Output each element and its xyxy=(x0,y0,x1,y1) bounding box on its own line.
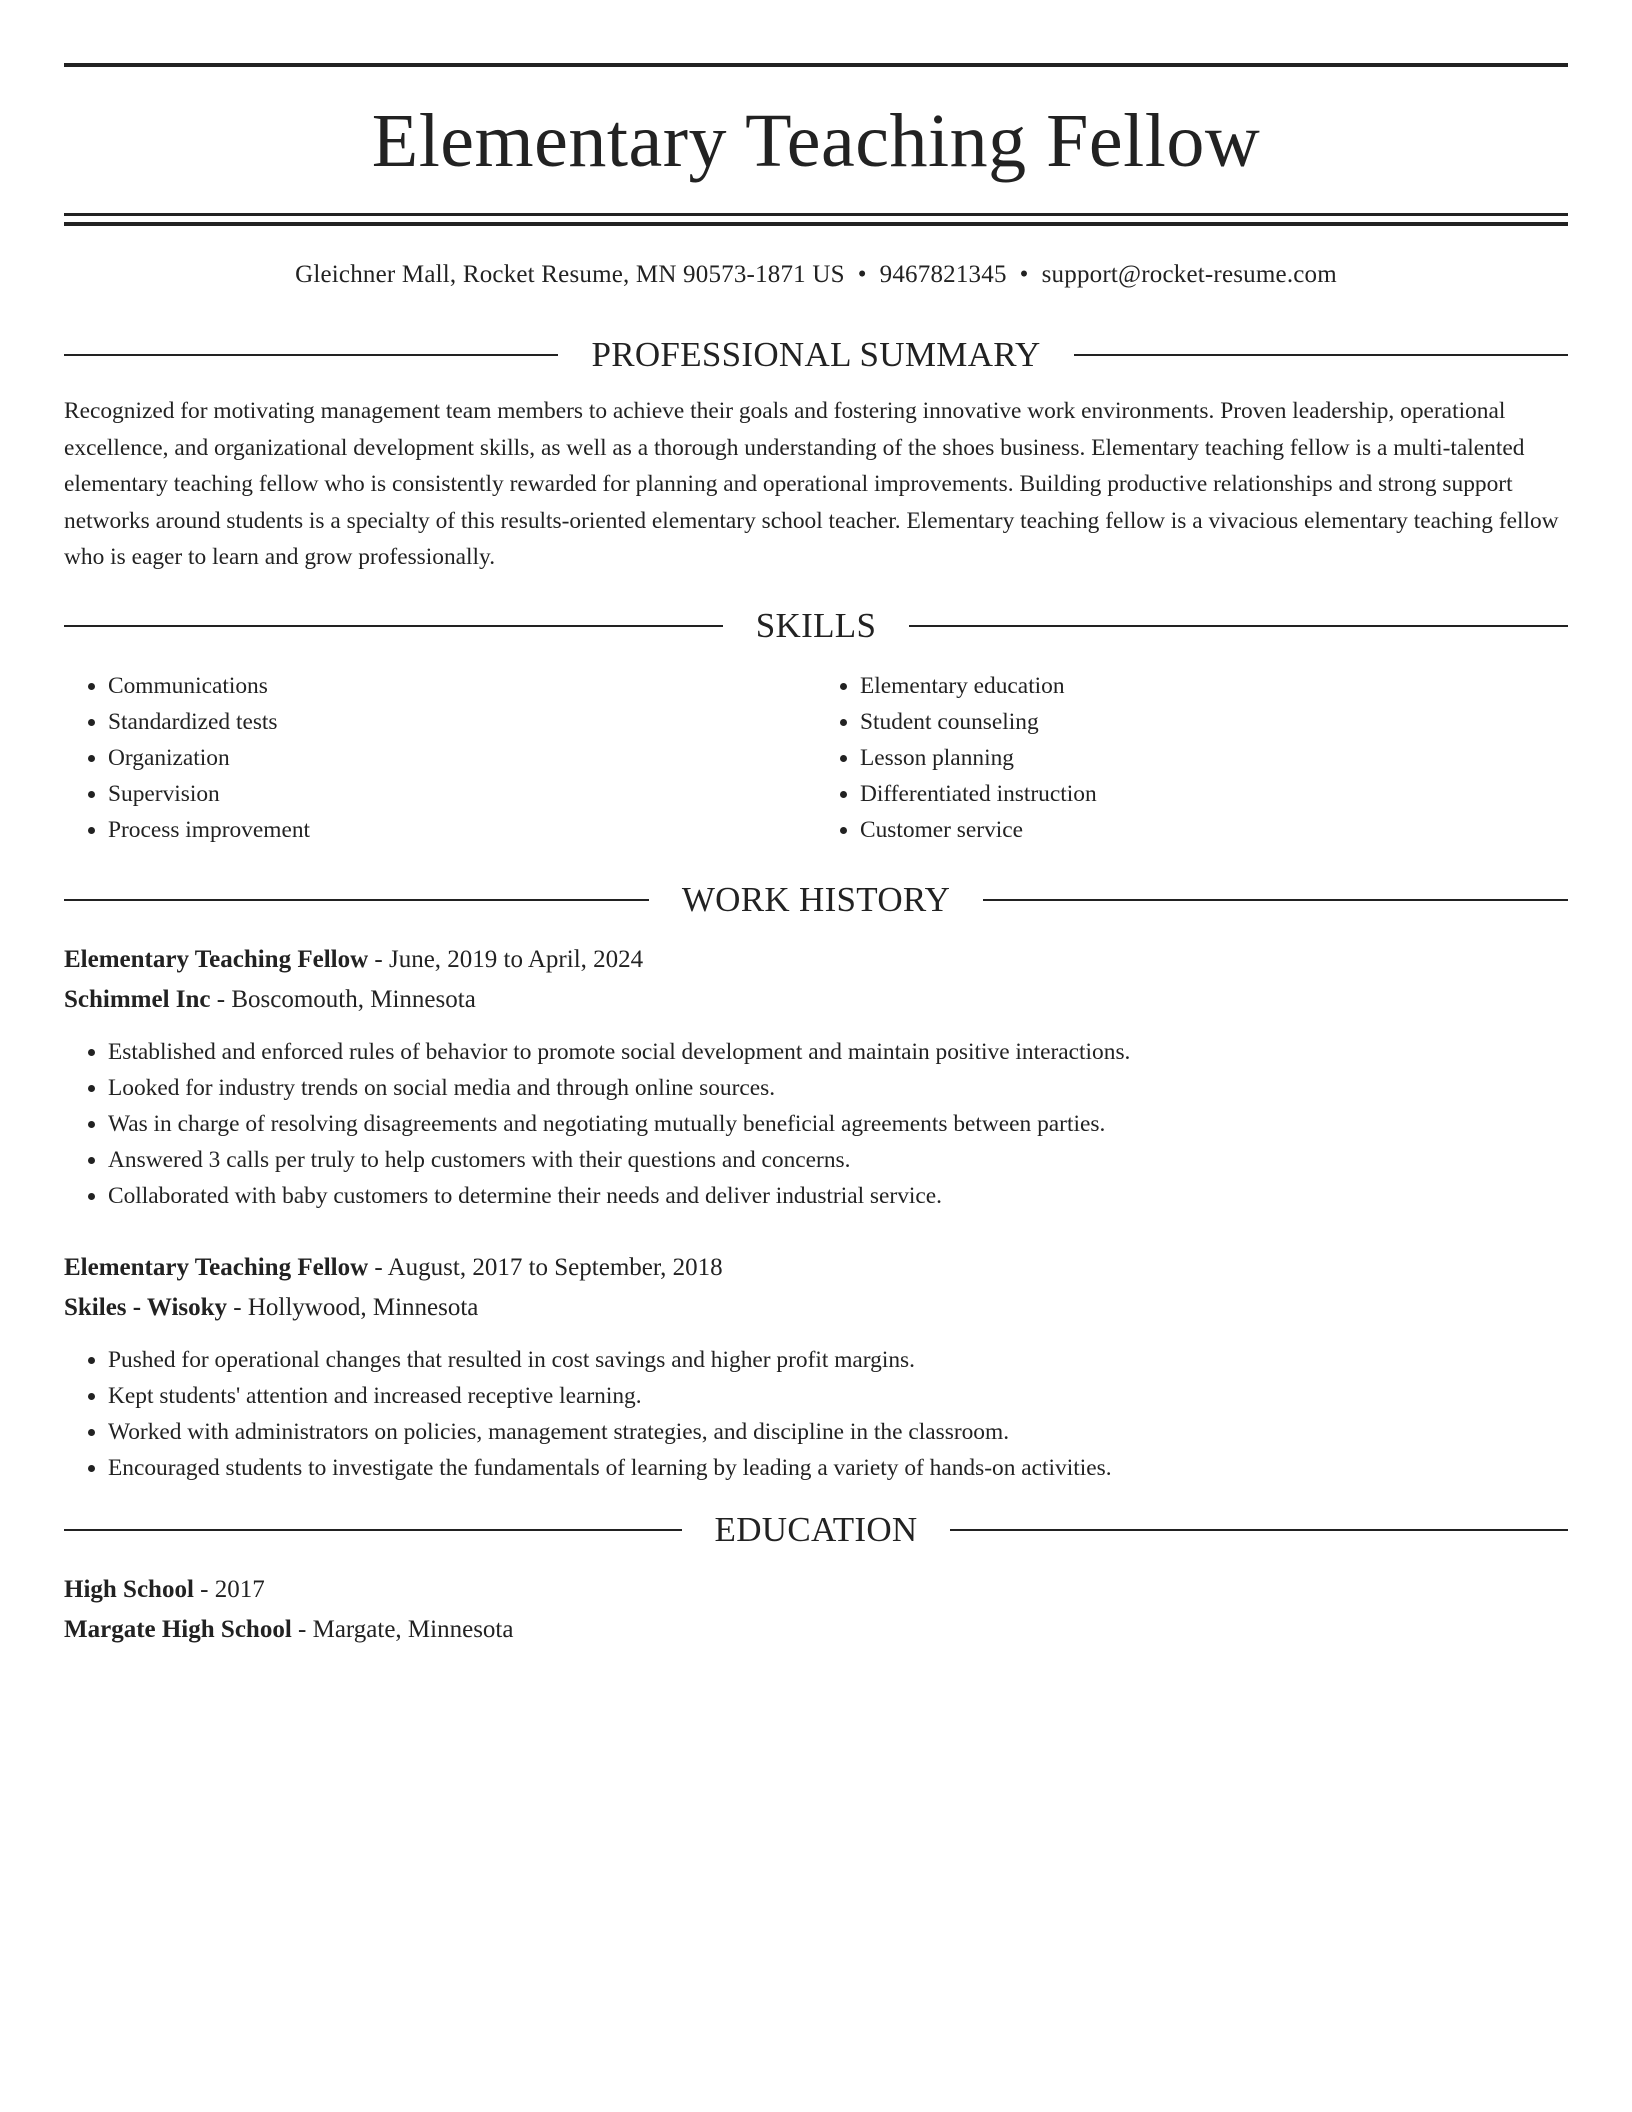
education-entry xyxy=(64,1570,1568,1650)
job-bullet: • Worked with administrators on policies, management strategies, and discipline in the classroom. xyxy=(108,1414,1568,1450)
job-bullet: • Kept students' attention and increased receptive learning. xyxy=(108,1378,1568,1414)
job-title-line xyxy=(64,940,1568,980)
contact-phone: 9467821345 xyxy=(879,261,1007,288)
job-title: Elementary Teaching Fellow xyxy=(64,945,369,973)
resume-title: Elementary Teaching Fellow xyxy=(371,99,1261,183)
skills-column-left xyxy=(64,668,816,848)
top-rule xyxy=(64,63,1568,67)
title-double-rule xyxy=(64,213,1568,226)
job-location: - Boscomouth, Minnesota xyxy=(210,985,476,1013)
job-bullet: • Looked for industry trends on social media and through online sources. xyxy=(108,1070,1568,1106)
job-bullets xyxy=(64,1034,1568,1214)
job-dates: - June, 2019 to April, 2024 xyxy=(368,945,644,973)
job-title: Elementary Teaching Fellow xyxy=(64,1253,369,1281)
heading-rule xyxy=(64,1529,682,1531)
section-label: EDUCATION xyxy=(714,1509,918,1549)
job-bullet: • Collaborated with baby customers to determine their needs and deliver industrial service. xyxy=(108,1178,1568,1214)
summary-text: Recognized for motivating management team members to achieve their goals and fostering innovative work environments. Proven leadership, operational excellence, and organizational development skills, as well as a thorough understanding of the shoes business. Elementary teaching fellow is a multi-talented elementary teaching fellow who is consistently rewarded for planning and operational improvements. Building productive relationships and strong support networks around students is a specialty of this results-oriented elementary school teacher. Elementary teaching fellow is a vivacious elementary teaching fellow who is eager to learn and grow professionally. xyxy=(64,398,1559,571)
education-location: - Margate, Minnesota xyxy=(291,1615,514,1643)
education-school: Margate High School xyxy=(64,1615,292,1643)
heading-rule xyxy=(64,354,558,356)
heading-rule xyxy=(64,625,723,627)
skill-item: • Differentiated instruction xyxy=(860,776,1568,812)
section-heading-education xyxy=(64,1510,1568,1550)
job-company: Schimmel Inc xyxy=(64,985,211,1013)
job-company-line xyxy=(64,980,1568,1020)
job-title-line xyxy=(64,1248,1568,1288)
contact-separator: • xyxy=(857,261,867,288)
job-company: Skiles - Wisoky xyxy=(64,1293,228,1321)
heading-rule xyxy=(1074,354,1568,356)
skill-item: • Communications xyxy=(108,668,816,704)
heading-rule xyxy=(950,1529,1568,1531)
job-entry xyxy=(64,1248,1568,1486)
skill-item: • Elementary education xyxy=(860,668,1568,704)
job-location: - Hollywood, Minnesota xyxy=(227,1293,479,1321)
skills-list xyxy=(64,668,1568,848)
job-bullet: • Pushed for operational changes that resulted in cost savings and higher profit margins. xyxy=(108,1342,1568,1378)
section-heading-skills xyxy=(64,606,1568,646)
skill-item: • Process improvement xyxy=(108,812,816,848)
job-bullets xyxy=(64,1342,1568,1486)
education-school-line xyxy=(64,1610,1568,1650)
job-bullet: • Encouraged students to investigate the fundamentals of learning by leading a variety of hands-on activities. xyxy=(108,1450,1568,1486)
job-company-line xyxy=(64,1288,1568,1328)
education-degree: High School xyxy=(64,1575,194,1603)
skill-item: • Supervision xyxy=(108,776,816,812)
job-bullet: • Was in charge of resolving disagreements and negotiating mutually beneficial agreements between parties. xyxy=(108,1106,1568,1142)
job-dates: - August, 2017 to September, 2018 xyxy=(368,1253,723,1281)
skill-item: • Lesson planning xyxy=(860,740,1568,776)
skill-item: • Student counseling xyxy=(860,704,1568,740)
section-label: PROFESSIONAL SUMMARY xyxy=(591,335,1041,374)
heading-rule xyxy=(909,625,1568,627)
skill-item: • Standardized tests xyxy=(108,704,816,740)
job-entry xyxy=(64,940,1568,1214)
skill-item: • Customer service xyxy=(860,812,1568,848)
education-year: - 2017 xyxy=(193,1575,265,1603)
section-label: SKILLS xyxy=(755,605,877,645)
job-bullet: • Established and enforced rules of behavior to promote social development and maintain positive interactions. xyxy=(108,1034,1568,1070)
skill-item: • Organization xyxy=(108,740,816,776)
section-heading-work xyxy=(64,880,1568,920)
contact-address: Gleichner Mall, Rocket Resume, MN 90573-1871 US xyxy=(295,261,845,288)
heading-rule xyxy=(64,899,649,901)
contact-line xyxy=(64,259,1568,291)
heading-rule xyxy=(983,899,1568,901)
job-bullet: • Answered 3 calls per truly to help customers with their questions and concerns. xyxy=(108,1142,1568,1178)
contact-email: support@rocket-resume.com xyxy=(1041,261,1337,288)
contact-separator: • xyxy=(1019,261,1029,288)
education-degree-line xyxy=(64,1570,1568,1610)
section-heading-summary xyxy=(64,335,1568,375)
skills-column-right xyxy=(816,668,1568,848)
section-label: WORK HISTORY xyxy=(681,879,951,919)
